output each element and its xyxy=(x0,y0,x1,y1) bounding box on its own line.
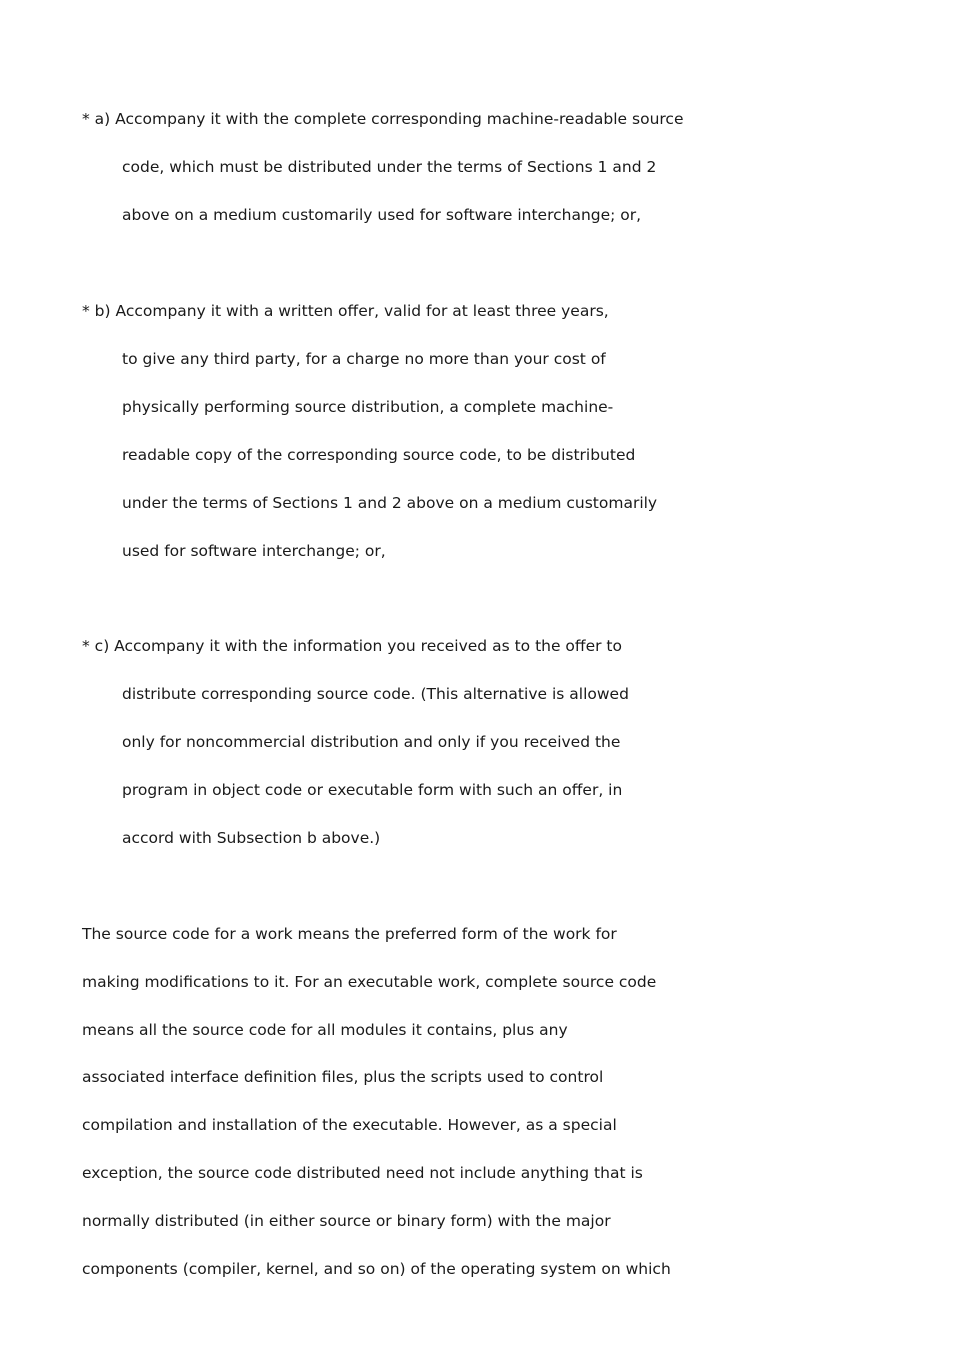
item-c-line-1: * c) Accompany it with the information you received as to the offer to xyxy=(82,637,622,655)
paragraph-line-4: associated interface definition files, plus the scripts used to control xyxy=(82,1068,604,1086)
item-b-line-5: under the terms of Sections 1 and 2 above on a medium customarily xyxy=(122,494,658,512)
item-b-line-3: physically performing source distribution, a complete machine- xyxy=(122,398,614,416)
item-b-line-2: to give any third party, for a charge no more than your cost of xyxy=(122,350,606,368)
paragraph-line-2: making modifications to it. For an executable work, complete source code xyxy=(82,973,657,991)
item-b-line-4: readable copy of the corresponding source code, to be distributed xyxy=(122,446,636,464)
paragraph-line-5: compilation and installation of the executable. However, as a special xyxy=(82,1116,617,1134)
item-c-line-4: program in object code or executable form with such an offer, in xyxy=(122,781,623,799)
item-a-line-2: code, which must be distributed under the terms of Sections 1 and 2 xyxy=(122,158,657,176)
paragraph-line-6: exception, the source code distributed need not include anything that is xyxy=(82,1164,643,1182)
item-c-line-3: only for noncommercial distribution and only if you received the xyxy=(122,733,621,751)
item-b-line-1: * b) Accompany it with a written offer, valid for at least three years, xyxy=(82,302,609,320)
item-c-line-2: distribute corresponding source code. (This alternative is allowed xyxy=(122,685,629,703)
item-c-line-5: accord with Subsection b above.) xyxy=(122,829,381,847)
item-b-line-6: used for software interchange; or, xyxy=(122,542,386,560)
item-a-line-1: * a) Accompany it with the complete corresponding machine-readable source xyxy=(82,110,684,128)
paragraph-line-7: normally distributed (in either source or binary form) with the major xyxy=(82,1212,611,1230)
paragraph-line-1: The source code for a work means the preferred form of the work for xyxy=(82,925,617,943)
paragraph-line-8: components (compiler, kernel, and so on) of the operating system on which xyxy=(82,1260,671,1278)
item-a-line-3: above on a medium customarily used for software interchange; or, xyxy=(122,206,642,224)
paragraph-line-3: means all the source code for all modules it contains, plus any xyxy=(82,1021,568,1039)
